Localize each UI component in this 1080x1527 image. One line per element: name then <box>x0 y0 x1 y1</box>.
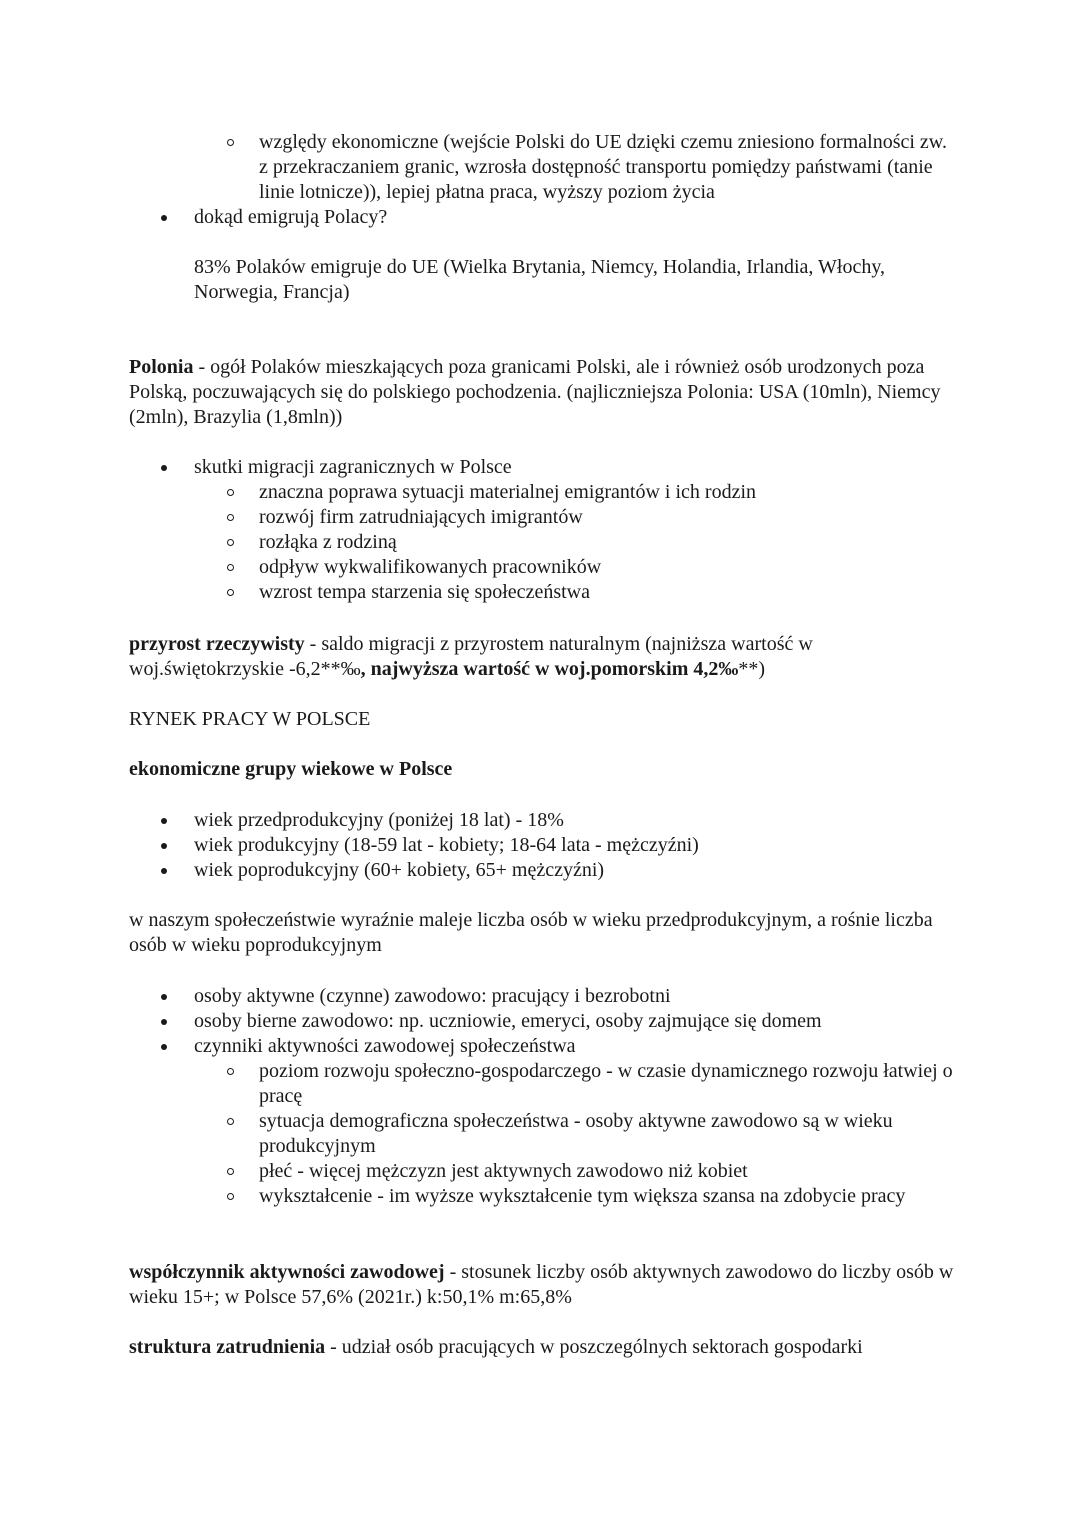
activity-list <box>129 984 959 1209</box>
activity-block <box>129 984 959 1209</box>
bullet-icon <box>161 994 167 1000</box>
effects-list <box>129 455 959 605</box>
circle-bullet-icon <box>227 489 234 496</box>
bullet-icon <box>161 1019 167 1025</box>
bullet-icon <box>161 868 167 874</box>
factor-text: poziom rozwoju społeczno-gospodarczego - w czasie dynamicznego rozwoju łatwiej o pracę <box>259 1060 953 1107</box>
employment-structure-term: struktura zatrudnienia <box>129 1336 326 1358</box>
bullet-icon <box>161 465 167 471</box>
employment-structure-paragraph <box>129 1335 959 1360</box>
factor-text: sytuacja demograficzna społeczeństwa - osoby aktywne zawodowo są w wieku produkcyjnym <box>259 1110 893 1157</box>
list-item <box>129 530 959 555</box>
list-item <box>129 858 959 883</box>
bullet-icon <box>161 818 167 824</box>
list-item <box>129 1034 959 1059</box>
trend-paragraph: w naszym społeczeństwie wyraźnie maleje liczba osób w wieku przedprodukcyjnym, a rośnie liczba osób w wieku poprodukcyjnym <box>129 909 933 956</box>
polonia-term: Polonia <box>129 356 194 378</box>
list-item <box>129 833 959 858</box>
effect-text: rozwój firm zatrudniających imigrantów <box>259 506 583 528</box>
list-item <box>129 580 959 605</box>
activity-rate-term: współczynnik aktywności zawodowej <box>129 1261 445 1283</box>
destinations-question: dokąd emigrują Polacy? <box>194 206 388 228</box>
list-item <box>129 205 959 230</box>
circle-bullet-icon <box>227 514 234 521</box>
age-groups-heading: ekonomiczne grupy wiekowe w Polsce <box>129 758 453 780</box>
activity-text: osoby aktywne (czynne) zawodowo: pracujący i bezrobotni <box>194 985 671 1007</box>
age-group-text: wiek poprodukcyjny (60+ kobiety, 65+ mężczyźni) <box>194 859 605 881</box>
bullet-icon <box>161 215 167 221</box>
factor-text: wykształcenie - im wyższe wykształcenie tym większa szansa na zdobycie pracy <box>259 1185 906 1207</box>
migration-reasons-block <box>129 130 959 305</box>
polonia-definition: - ogół Polaków mieszkających poza granicami Polski, ale i również osób urodzonych poza Polską, poczuwających się do polskiego pochodzenia. (najliczniejsza Polonia: USA (10mln), Niemcy (2mln), Brazylia (1,8mln)) <box>129 356 941 428</box>
effect-text: rozłąka z rodziną <box>259 531 397 553</box>
circle-bullet-icon <box>227 539 234 546</box>
activity-text: czynniki aktywności zawodowej społeczeństwa <box>194 1035 576 1057</box>
age-group-text: wiek przedprodukcyjny (poniżej 18 lat) - 18% <box>194 809 564 831</box>
list-item <box>129 1159 959 1184</box>
activity-text: osoby bierne zawodowo: np. uczniowie, emeryci, osoby zajmujące się domem <box>194 1010 822 1032</box>
list-item <box>129 130 959 205</box>
reasons-list <box>129 130 959 230</box>
list-item <box>129 1184 959 1209</box>
age-groups-list <box>129 808 959 883</box>
list-item <box>129 1059 959 1109</box>
circle-bullet-icon <box>227 139 234 146</box>
effect-text: znaczna poprawa sytuacji materialnej emigrantów i ich rodzin <box>259 481 757 503</box>
list-item <box>129 984 959 1009</box>
real-growth-text: - saldo migracji z przyrostem naturalnym (najniższa wartość w woj.świętokrzyskie -6,2**‰ <box>129 633 813 680</box>
list-item <box>129 455 959 480</box>
list-item <box>129 480 959 505</box>
effects-block <box>129 455 959 605</box>
factor-text: płeć - więcej mężczyzn jest aktywnych zawodowo niż kobiet <box>259 1160 748 1182</box>
list-item <box>129 1009 959 1034</box>
employment-structure-definition: - udział osób pracujących w poszczególnych sektorach gospodarki <box>325 1336 863 1358</box>
real-growth-term: przyrost rzeczywisty <box>129 633 305 655</box>
circle-bullet-icon <box>227 589 234 596</box>
list-item <box>129 505 959 530</box>
real-growth-bold: , najwyższa wartość w woj.pomorskim 4,2‰ <box>360 658 739 680</box>
effect-text: odpływ wykwalifikowanych pracowników <box>259 556 602 578</box>
effects-heading: skutki migracji zagranicznych w Polsce <box>194 456 512 478</box>
economic-reason-text: względy ekonomiczne (wejście Polski do UE dzięki czemu zniesiono formalności zw. z przekraczaniem granic, wzrosła dostępność transportu pomiędzy państwami (tanie linie lotnicze)), lepiej płatna praca, wyższy poziom życia <box>259 131 947 203</box>
circle-bullet-icon <box>227 1118 234 1125</box>
real-growth-paragraph <box>129 632 959 682</box>
list-item <box>129 808 959 833</box>
circle-bullet-icon <box>227 564 234 571</box>
bullet-icon <box>161 843 167 849</box>
list-item <box>129 1109 959 1159</box>
section-title: RYNEK PRACY W POLSCE <box>129 708 371 730</box>
polonia-paragraph <box>129 355 959 430</box>
bullet-icon <box>161 1044 167 1050</box>
real-growth-tail: **) <box>738 658 766 680</box>
effect-text: wzrost tempa starzenia się społeczeństwa <box>259 581 590 603</box>
circle-bullet-icon <box>227 1068 234 1075</box>
destinations-answer: 83% Polaków emigruje do UE (Wielka Brytania, Niemcy, Holandia, Irlandia, Włochy, Norwegia, Francja) <box>194 256 886 303</box>
activity-rate-paragraph <box>129 1260 959 1310</box>
circle-bullet-icon <box>227 1193 234 1200</box>
list-item <box>129 555 959 580</box>
age-group-text: wiek produkcyjny (18-59 lat - kobiety; 18-64 lata - mężczyźni) <box>194 834 699 856</box>
activity-rate-definition: - stosunek liczby osób aktywnych zawodowo do liczby osób w wieku 15+; w Polsce 57,6% (2021r.) k:50,1% m:65,8% <box>129 1261 954 1308</box>
age-groups-block <box>129 808 959 883</box>
circle-bullet-icon <box>227 1168 234 1175</box>
